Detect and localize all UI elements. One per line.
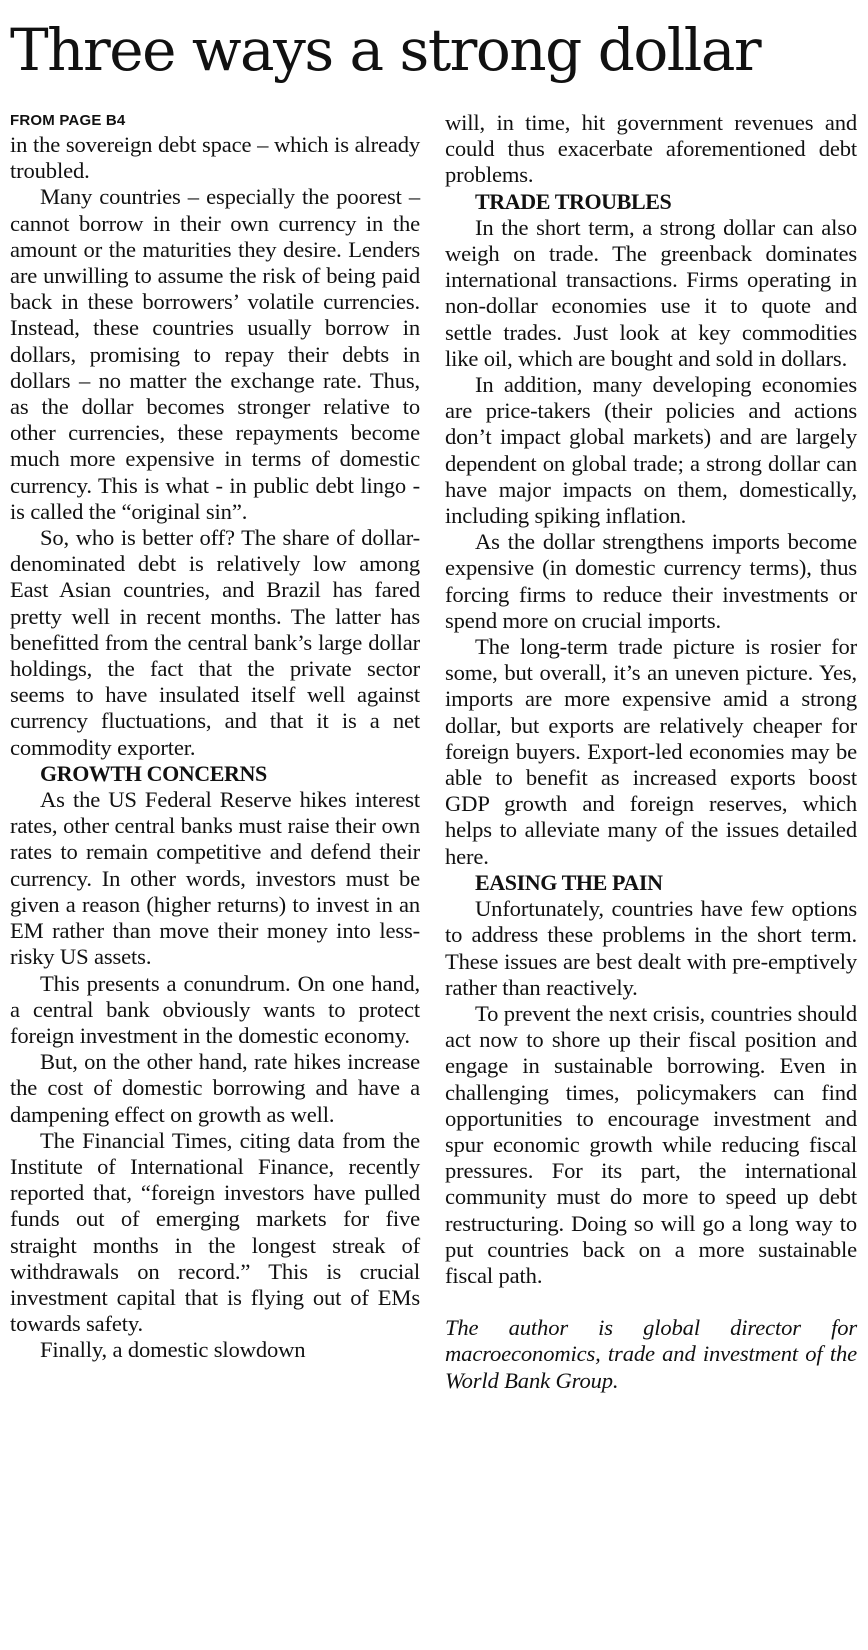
paragraph: Many countries – especially the poorest – cannot borrow in their own currency in the amount or the maturities they desire. Lenders are unwilling to assume the risk of being paid back in these borrowers’ volatile currencies. Instead, these countries usually borrow in dollars, promising to repay their debts in dollars – no matter the exchange rate. Thus, as the dollar becomes stronger relative to other currencies, these repayments become much more expensive in terms of domestic currency. This is what - in public debt lingo - is called the “original sin”. [10,184,420,524]
paragraph-continued: in the sovereign debt space – which is already troubled. [10,132,420,184]
paragraph: The long-term trade picture is rosier for some, but overall, it’s an uneven picture. Yes, imports are more expensive amid a strong dollar, but exports are relatively cheaper for foreign buyers. Export-led economies may be able to benefit as increased exports boost GDP growth and foreign reserves, which helps to alleviate many of the issues detailed here. [445,634,857,869]
paragraph-continued: will, in time, hit government revenues and could thus exacerbate aforementioned debt problems. [445,110,857,188]
paragraph: As the dollar strengthens imports become expensive (in domestic currency terms), thus forcing firms to reduce their investments or spend more on crucial imports. [445,529,857,633]
paragraph: The Financial Times, citing data from the Institute of International Finance, recently reported that, “foreign investors have pulled funds out of emerging markets for five straight months in the longest streak of withdrawals on record.” This is crucial investment capital that is flying out of EMs towards safety. [10,1127,420,1337]
paragraph: As the US Federal Reserve hikes interest rates, other central banks must raise their own rates to remain competitive and defend their currency. In other words, investors must be given a reason (higher returns) to invest in an EM rather than move their money into less-risky US assets. [10,787,420,970]
headline: Three ways a strong dollar [10,16,761,84]
paragraph: To prevent the next crisis, countries should act now to shore up their fiscal position and engage in sustainable borrowing. Even in challenging times, policymakers can find opportunities to encourage investment and spur economic growth while reducing fiscal pressures. For its part, the international community must do more to speed up debt restructuring. Doing so will go a long way to put countries back on a more sustainable fiscal path. [445,1000,857,1288]
paragraph: Unfortunately, countries have few options to address these problems in the short term. These issues are best dealt with pre-emptively rather than reactively. [445,896,857,1000]
paragraph: But, on the other hand, rate hikes increase the cost of domestic borrowing and have a dampening effect on growth as well. [10,1049,420,1127]
subhead-growth-concerns: GROWTH CONCERNS [40,760,267,786]
subhead-trade-troubles: TRADE TROUBLES [475,188,672,214]
dateline: FROM PAGE B4 [10,112,126,129]
paragraph: So, who is better off? The share of dollar-denominated debt is relatively low among East Asian countries, and Brazil has fared pretty well in recent months. The latter has benefitted from the central bank’s large dollar holdings, the fact that the private sector seems to have insulated itself well against currency fluctuations, and that it is a net commodity exporter. [10,525,420,760]
author-tagline: The author is global director for macroeconomics, trade and investment of the World Bank Group. [445,1315,857,1393]
article-column-left [10,110,420,1364]
paragraph: Finally, a domestic slowdown [40,1337,306,1363]
subhead-easing-the-pain: EASING THE PAIN [475,869,663,895]
paragraph: This presents a conundrum. On one hand, a central bank obviously wants to protect foreign investment in the domestic economy. [10,970,420,1048]
paragraph: In addition, many developing economies are price-takers (their policies and actions don’t impact global markets) and are largely dependent on global trade; a strong dollar can have major impacts on them, domestically, including spiking inflation. [445,372,857,529]
article-column-right [445,110,857,1394]
paragraph: In the short term, a strong dollar can also weigh on trade. The greenback dominates international transactions. Firms operating in non-dollar economies use it to quote and settle trades. Just look at key commodities like oil, which are bought and sold in dollars. [445,214,857,371]
